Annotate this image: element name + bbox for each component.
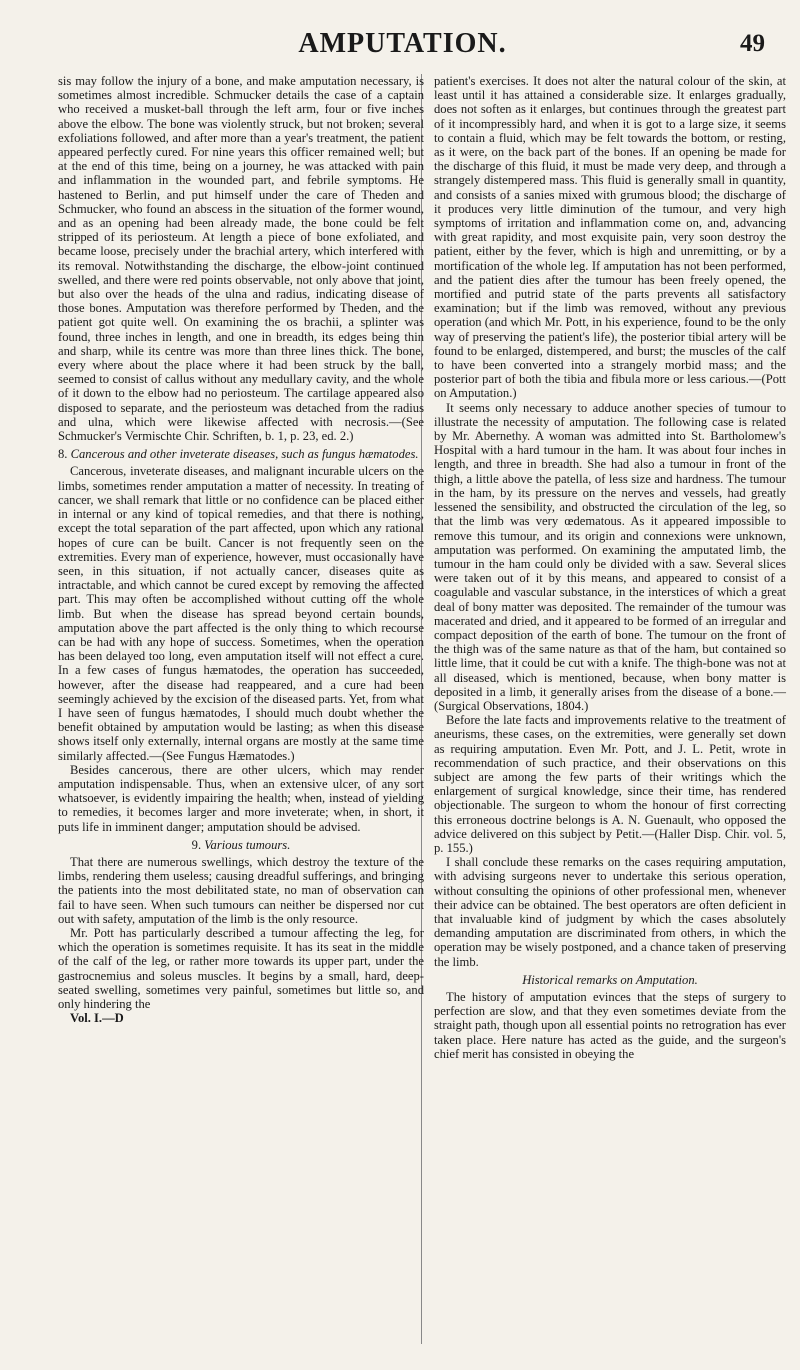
paragraph: patient's exercises. It does not alter the natural colour of the skin, at least until it has attained a considerable size. It enlarges gradually, does not soften as it enlarges, but continues through the greatest part of it incompressibly hard, and when it is got to a large size, it seems to contain a fluid, which may be felt towards the bottom, or resting, as it were, on the back part of the bones. If an opening be made for the discharge of this fluid, it must be made very deep, and through a strangely distempered mass. This fluid is generally small in quantity, and consists of a sanies mixed with grumous blood; the discharge of it produces very little diminution of the tumour, and very high symptoms of irritation and inflammation come on, and, advancing with great rapidity, and most exquisite pain, very soon destroy the patient, either by the fever, which is high and unremitting, or by a mortification of the whole leg. If amputation has not been performed, and the patient dies after the tumour has been freely opened, the mortified and putrid state of the parts prevents all satisfactory examination; but if the limb was removed, without any previous operation (and which Mr. Pott, in his experience, found to be the only way of preserving the patient's life), the posterior tibial artery will be found to be enlarged, distempered, and burst; the muscles of the calf to have been converted into a strangely morbid mass; and the posterior part of both the tibia and fibula more or less carious.—(Pott on Amputation.) (434, 74, 786, 401)
signature-mark: Vol. I.—D (70, 1011, 124, 1026)
section-number: 9. (191, 837, 202, 852)
paragraph: Cancerous, inveterate diseases, and malignant incurable ulcers on the limbs, sometimes render amputation a matter of necessity. In treating of cancer, we shall remark that little or no confidence can be placed either in internal or any kind of topical remedies, and that there is nothing, except the total separation of the part affected, upon which any rational hopes of cure can be built. Cancer is not frequently seen on the extremities. Every man of experience, however, must occasionally have seen, in this situation, if not actually cancer, diseases quite as intractable, and which cannot be cured except by removing the affected part. This may often be accomplished without cutting off the whole limb. But when the disease has spread beyond certain bounds, amputation above the part affected is the only thing to which recourse can be had with any hope of success. Sometimes, when the operation has been delayed too long, even amputation itself will not effect a cure. In a few cases of fungus hæmatodes, the operation has succeeded, however, after the disease had reappeared, and a cure had been seemingly achieved by the excision of the diseased parts. Yet, from what I have seen of fungus hæmatodes, I should much doubt whether the benefit obtained by amputation would be lasting; as when this disease shows itself only externally, internal organs are mostly at the same time similarly affected.—(See Fungus Hæmatodes.) (58, 464, 424, 763)
section-heading-8 (58, 447, 424, 461)
section-title: Cancerous and other inveterate diseases, such as fungus hæmatodes. (70, 447, 419, 462)
running-head (40, 28, 765, 68)
paragraph: sis may follow the injury of a bone, and make amputation necessary, is sometimes almost incredible. Schmucker details the case of a captain who received a musket-ball through the left arm, four or five inches above the elbow. The bone was violently struck, but not broken; several exfoliations followed, and after more than a year's treatment, the patient appeared perfectly cured. For nine years this officer remained well; but at the end of this time, being on a journey, he was attacked with pain and inflammation in the wounded part, and febrile symptoms. He hastened to Berlin, and put himself under the care of Theden and Schmucker, who found an abscess in the situation of the former wound, and as an opening had been already made, the bone could be felt stripped of its periosteum. At length a piece of bone exfoliated, and became loose, precisely under the brachial artery, which interfered with its removal. Notwithstanding the discharge, the elbow-joint continued swelled, and there were red points observable, not only above that joint, but also over the heads of the ulna and radius, indicating disease of those bones. Amputation was therefore performed by Theden, and the patient got quite well. On examining the os brachii, a splinter was found, three inches in length, and one in breadth, its edges being thin and sharp, while its centre was more than three lines thick. The bone, every where about the place where it had been struck by the ball, seemed to consist of callus without any medullary cavity, and the whole of it down to the elbow had no periosteum. The cartilage appeared also disposed to separate, and the periosteum was detached from the radius and ulna, which were likewise affected with necrosis.—(See Schmucker's Vermischte Chir. Schriften, b. 1, p. 23, ed. 2.) (58, 74, 424, 444)
section-number: 8. (58, 447, 68, 462)
paragraph: Besides cancerous, there are other ulcers, which may render amputation indispensable. Thus, when an extensive ulcer, of any sort whatsoever, is evidently impairing the health; when, instead of yielding to remedies, it becomes larger and more inveterate; when, in short, it puts life in imminent danger; amputation should be advised. (58, 762, 424, 834)
paragraph: It seems only necessary to adduce another species of tumour to illustrate the necessity of amputation. The following case is related by Mr. Abernethy. A woman was admitted into St. Bartholomew's Hospital with a hard tumour in the ham. It was about four inches in length, and three in breadth. She had also a tumour in front of the thigh, a little above the patella, of less size and hardness. The tumour in the ham, by its pressure on the nerves and vessels, had greatly lessened the sensibility, and obstructed the circulation of the leg, so that the limb was very œdematous. As it appeared impossible to remove this tumour, and its origin and connexions were unknown, amputation was performed. On examining the amputated limb, the tumour in the ham could only be divided with a saw. Several slices were taken out of it by this means, and appeared to consist of a coagulable and vascular substance, in the interstices of which a great deal of bony matter was deposited. The remainder of the tumour was macerated and dried, and it appeared to be formed of an irregular and compact deposition of the earth of bone. The tumour on the front of the thigh was of the same nature as that of the ham, but contained so little lime, that it could be cut with a knife. The thigh-bone was not at all diseased, which is mentioned, because, when bony matter is deposited in a limb, it generally arises from the disease of a bone.—(Surgical Observations, 1804.) (434, 400, 786, 713)
running-title: AMPUTATION. (298, 28, 507, 59)
right-column (434, 74, 786, 1061)
paragraph: That there are numerous swellings, which destroy the texture of the limbs, rendering them useless; causing dreadful sufferings, and bringing the patients into the most debilitated state, no man of observation can fail to have seen. When such tumours can neither be dispersed nor cut out with safety, amputation of the limb is the only resource. (58, 854, 424, 926)
section-heading-historical: Historical remarks on Amputation. (522, 972, 698, 987)
page-number: 49 (740, 30, 765, 57)
section-title: Various tumours. (204, 837, 291, 852)
paragraph: I shall conclude these remarks on the cases requiring amputation, with advising surgeons never to undertake this serious operation, without consulting the opinions of other professional men, whenever their advice can be obtained. The best operators are often deficient in that invaluable kind of judgment by which the cases absolutely demanding amputation are discriminated from others, in which the operation may be wisely postponed, and a chance taken of preserving the limb. (434, 855, 786, 969)
paragraph: The history of amputation evinces that the steps of surgery to perfection are slow, and that they even sometimes deviate from the straight path, though upon all essential points no retrogration has ever taken place. Here nature has acted as the guide, and the surgeon's chief merit has consisted in obeying the (434, 990, 786, 1061)
paragraph: Mr. Pott has particularly described a tumour affecting the leg, for which the operation is sometimes requisite. It has its seat in the middle of the calf of the leg, or rather more towards its upper part, under the gastrocnemius and soleus muscles. It begins by a small, hard, deep-seated swelling, sometimes very painful, sometimes but little so, and only hindering the (58, 925, 424, 1011)
left-column (58, 74, 424, 1025)
paragraph: Before the late facts and improvements relative to the treatment of aneurisms, these cases, on the extremities, were generally set down as requiring amputation. Even Mr. Pott, and J. L. Petit, wrote in recommendation of such practice, and their observations on this subject are among the few parts of their writings which the enlargement of surgical knowledge, since their time, has rendered objectionable. The surgeon to whom the honour of first correcting this erroneous doctrine belongs is A. N. Guenault, who opposed the advice delivered on this subject by Petit.—(Haller Disp. Chir. vol. 5, p. 155.) (434, 713, 786, 855)
section-heading-9 (58, 838, 424, 852)
